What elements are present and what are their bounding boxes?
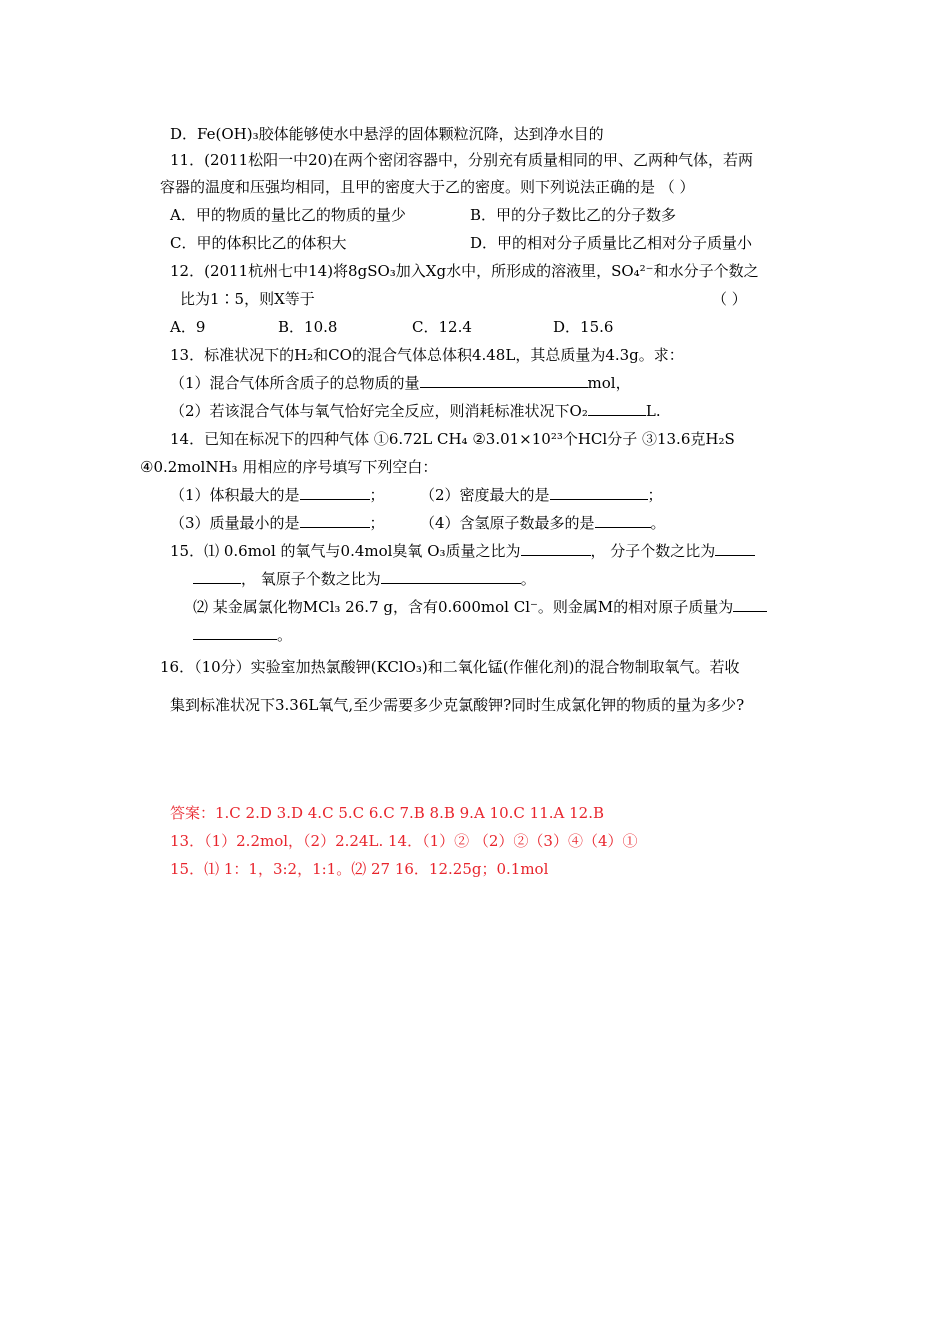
q11-option-c: C．甲的体积比乙的体积大: [170, 234, 347, 252]
q14-part-3-blank[interactable]: [300, 513, 370, 528]
q13-part-2-blank[interactable]: [588, 401, 646, 416]
q13-part-1-unit: mol，: [587, 374, 631, 392]
q14-part-1-sep: ；: [369, 486, 385, 504]
q14-part-3-sep: ；: [369, 514, 385, 532]
q11-option-b: B．甲的分子数比乙的分子数多: [470, 206, 677, 224]
q14-part-4-blank[interactable]: [595, 513, 651, 528]
q15-line-1-text-b: ， 分子个数之比为: [590, 542, 716, 560]
q15-molecule-ratio-blank[interactable]: [715, 541, 755, 556]
q14-part-1: [170, 485, 385, 505]
q16-line-2: 集到标准状况下3.36L氧气,至少需要多少克氯酸钾?同时生成氯化钾的物质的量为多少?: [170, 696, 745, 714]
q15-line-1-text-a: 15．⑴ 0.6mol 的氧气与0.4mol臭氧 O₃质量之比为: [170, 542, 521, 560]
q14-part-2-text: （2）密度最大的是: [420, 486, 550, 504]
q11-stem-line-1: 11．(2011松阳一中20)在两个密闭容器中，分别充有质量相同的甲、乙两种气体，若两: [170, 151, 754, 169]
q15-molecule-ratio-blank-cont[interactable]: [193, 569, 241, 584]
answers-line-1: 答案：1.C 2.D 3.D 4.C 5.C 6.C 7.B 8.B 9.A 10.C 11.A 12.B: [170, 804, 604, 822]
q11-stem-line-2: 容器的温度和压强均相同，且甲的密度大于乙的密度。则下列说法正确的是 （ ）: [160, 178, 695, 196]
q11-option-a: A．甲的物质的量比乙的物质的量少: [170, 206, 406, 224]
q15-atomic-mass-blank[interactable]: [733, 597, 767, 612]
q16-line-1: 16．（10分）实验室加热氯酸钾(KClO₃)和二氧化锰(作催化剂)的混合物制取氧气。若收: [160, 658, 740, 676]
q13-part-1: [170, 373, 631, 393]
q11-option-d: D．甲的相对分子质量比乙相对分子质量小: [470, 234, 753, 252]
q15-mass-ratio-blank[interactable]: [521, 541, 591, 556]
q12-option-b: B．10.8: [278, 318, 338, 336]
q10-option-d: D．Fe(OH)₃胶体能够使水中悬浮的固体颗粒沉降，达到净水目的: [170, 125, 604, 143]
q14-part-1-blank[interactable]: [300, 485, 370, 500]
q14-part-2-blank[interactable]: [550, 485, 648, 500]
q12-option-d: D．15.6: [553, 318, 614, 336]
q15-line-4-end: 。: [277, 626, 293, 644]
q13-part-2-unit: L.: [645, 402, 661, 420]
q14-part-4: [420, 513, 666, 533]
q13-part-1-blank[interactable]: [420, 373, 588, 388]
q14-part-3-text: （3）质量最小的是: [170, 514, 300, 532]
q12-answer-paren: （ ）: [712, 290, 747, 308]
q14-part-4-end: 。: [650, 514, 666, 532]
q15-line-2: [193, 569, 536, 589]
q15-line-3-text: ⑵ 某金属氯化物MCl₃ 26.7 g，含有0.600mol Cl⁻。则金属M的相对原子质量为: [193, 598, 734, 616]
q15-line-1: [170, 541, 755, 561]
q15-oxygen-ratio-blank[interactable]: [381, 569, 521, 584]
q14-stem-line-1: 14．已知在标况下的四种气体 ①6.72L CH₄ ②3.01×10²³个HCl分子 ③13.6克H₂S: [170, 430, 735, 448]
q15-line-4: [193, 625, 292, 645]
q12-option-c: C．12.4: [412, 318, 472, 336]
q15-line-2-text: ， 氧原子个数之比为: [241, 570, 381, 588]
q13-part-2-text: （2）若该混合气体与氧气恰好完全反应，则消耗标准状况下O₂: [170, 402, 588, 420]
q14-stem-line-2: ④0.2molNH₃ 用相应的序号填写下列空白：: [140, 458, 438, 476]
q12-stem-line-2: 比为1∶5，则X等于: [180, 290, 315, 308]
q13-stem: 13．标准状况下的H₂和CO的混合气体总体积4.48L，其总质量为4.3g。求：: [170, 346, 684, 364]
q13-part-2: [170, 401, 661, 421]
q14-part-2-sep: ；: [647, 486, 663, 504]
q14-part-2: [420, 485, 663, 505]
q13-part-1-text: （1）混合气体所含质子的总物质的量: [170, 374, 420, 392]
q12-stem-line-1: 12．(2011杭州七中14)将8gSO₃加入Xg水中，所形成的溶液里，SO₄²⁻和水分子个数之: [170, 262, 759, 280]
answers-line-2: 13．（1）2.2mol，（2）2.24L. 14．（1）② （2）②（3）④（4）①: [170, 832, 638, 850]
q12-option-a: A．9: [170, 318, 206, 336]
q14-part-1-text: （1）体积最大的是: [170, 486, 300, 504]
answers-line-3: 15．⑴ 1：1，3:2，1:1。⑵ 27 16．12.25g；0.1mol: [170, 860, 549, 878]
q15-atomic-mass-blank-cont[interactable]: [193, 625, 277, 640]
q14-part-4-text: （4）含氢原子数最多的是: [420, 514, 595, 532]
q15-line-3: [193, 597, 767, 617]
q15-line-2-end: 。: [520, 570, 536, 588]
q14-part-3: [170, 513, 385, 533]
